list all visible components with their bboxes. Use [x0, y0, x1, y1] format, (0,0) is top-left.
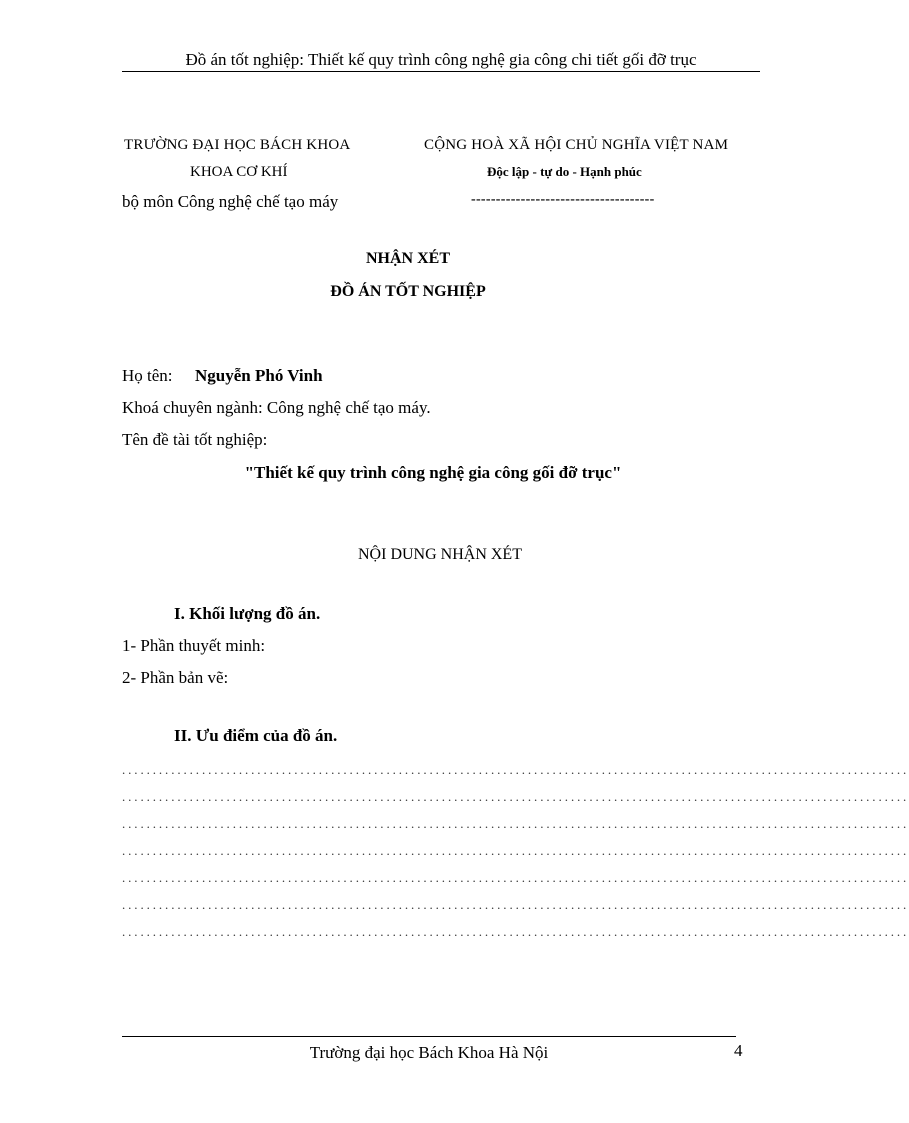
- thesis-topic: "Thiết kế quy trình công nghệ gia công gối đỡ trục": [244, 463, 622, 482]
- university-name: TRƯỜNG ĐẠI HỌC BÁCH KHOA: [124, 137, 351, 153]
- section-heading-strengths: II. Ưu điểm của đồ án.: [174, 726, 338, 745]
- document-title: NHẬN XÉT: [365, 250, 450, 267]
- topic-label: Tên đề tài tốt nghiệp:: [122, 430, 268, 449]
- dotted-line: ................................................................................................................................: [122, 897, 909, 912]
- page-number: 4: [734, 1041, 743, 1060]
- dotted-line: ................................................................................................................................: [122, 762, 909, 777]
- running-header: Đồ án tốt nghiệp: Thiết kế quy trình công nghệ gia công chi tiết gối đỡ trục: [185, 50, 697, 69]
- document-subtitle: ĐỒ ÁN TỐT NGHIỆP: [330, 283, 486, 300]
- dotted-line: ................................................................................................................................: [122, 870, 909, 885]
- national-motto: Độc lập - tự do - Hạnh phúc: [487, 164, 642, 179]
- footer-text: Trường đại học Bách Khoa Hà Nội: [309, 1043, 549, 1062]
- dotted-line: ................................................................................................................................: [122, 924, 909, 939]
- dotted-line: ................................................................................................................................: [122, 843, 909, 858]
- student-name: Nguyễn Phó Vinh: [195, 366, 323, 385]
- department-name: bộ môn Công nghệ chế tạo máy: [122, 192, 339, 211]
- header-rule: [122, 71, 760, 72]
- dotted-line: ................................................................................................................................: [122, 816, 909, 831]
- faculty-name: KHOA CƠ KHÍ: [190, 164, 288, 180]
- list-item: 1- Phần thuyết minh:: [122, 636, 266, 655]
- dotted-line: ................................................................................................................................: [122, 789, 909, 804]
- footer-rule: [122, 1036, 736, 1037]
- major-line: Khoá chuyên ngành: Công nghệ chế tạo máy.: [122, 398, 431, 417]
- motto-dash-rule: -------------------------------------: [471, 192, 655, 207]
- list-item: 2- Phần bản vẽ:: [122, 668, 229, 687]
- content-heading: NỘI DUNG NHẬN XÉT: [358, 546, 522, 563]
- section-heading-volume: I. Khối lượng đồ án.: [174, 604, 321, 623]
- republic-name: CỘNG HOÀ XÃ HỘI CHỦ NGHĨA VIỆT NAM: [424, 137, 729, 153]
- student-name-label: Họ tên:: [122, 366, 173, 385]
